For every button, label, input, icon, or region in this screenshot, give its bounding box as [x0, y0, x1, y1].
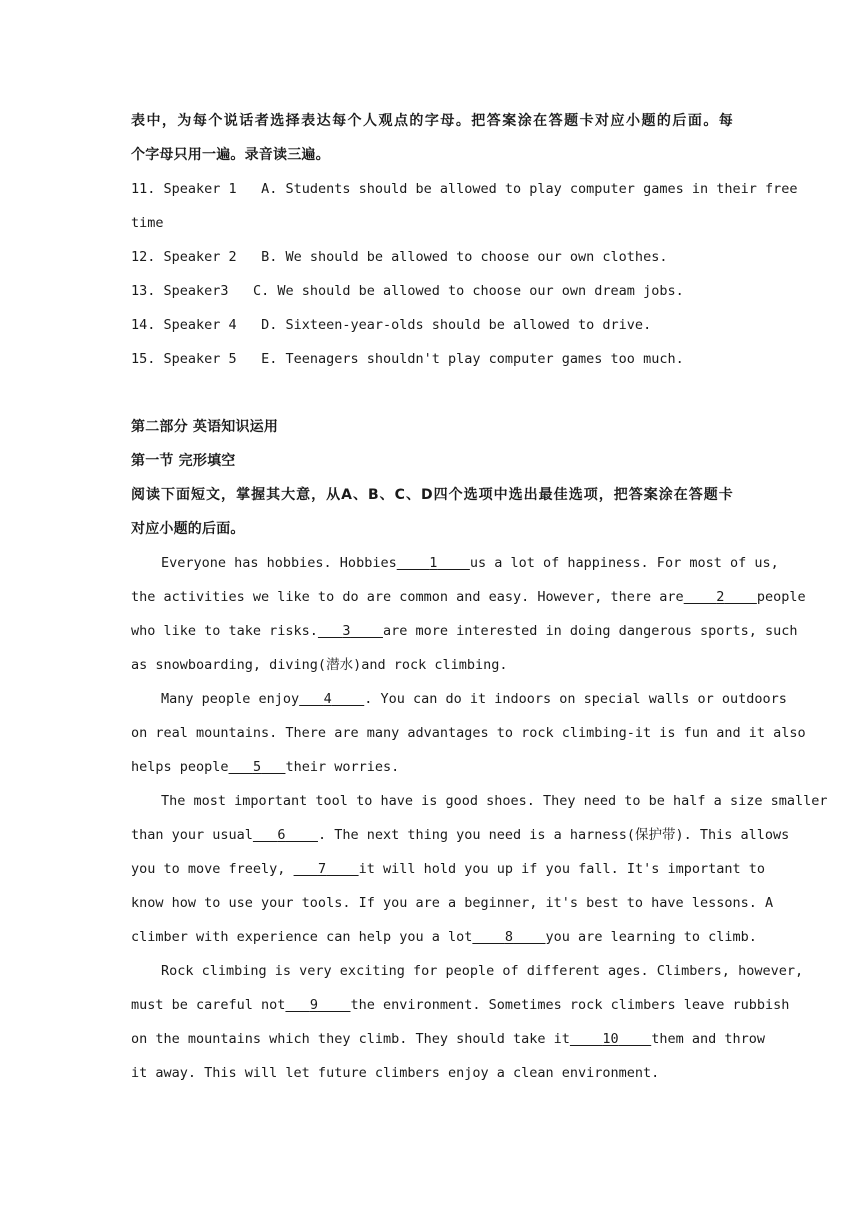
- speaker-item-14: [131, 308, 733, 342]
- speaker-item-12: [131, 240, 733, 274]
- passage-p2-line-3: helps people 5 their worries.: [131, 750, 733, 784]
- speaker-item-11-continuation: time: [131, 215, 164, 231]
- speaker-label: 15. Speaker 5: [131, 351, 237, 367]
- speaker-item-13: [131, 274, 733, 308]
- speaker-label: 12. Speaker 2: [131, 249, 237, 265]
- speaker-option: B. We should be allowed to choose our own clothes.: [261, 249, 668, 265]
- speaker-item-11: [131, 172, 798, 206]
- instructions-line-2: 个字母只用一遍。录音读三遍。: [131, 147, 330, 163]
- blank-9: 9: [309, 997, 318, 1013]
- blank-5: 5: [252, 759, 262, 775]
- part-heading: 第二部分 英语知识运用: [131, 419, 279, 435]
- blank-10: 10: [602, 1031, 619, 1047]
- speaker-label: 11. Speaker 1: [131, 181, 237, 197]
- blank-2: 2: [716, 589, 725, 605]
- document-page: [131, 104, 828, 1090]
- passage-p4-line-1: Rock climbing is very exciting for people of different ages. Climbers, however,: [161, 963, 804, 979]
- blank-4: 4: [323, 691, 332, 707]
- speaker-option: E. Teenagers shouldn't play computer games too much.: [261, 351, 684, 367]
- blank-1: 1: [429, 555, 438, 571]
- speaker-label: 14. Speaker 4: [131, 317, 237, 333]
- passage-p3-line-5: climber with experience can help you a lot 8 you are learning to climb.: [131, 920, 733, 954]
- passage-p1-line-2: the activities we like to do are common and easy. However, there are 2 people: [131, 580, 733, 614]
- passage-p1-line-4: as snowboarding, diving(潜水)and rock climbing.: [131, 657, 508, 673]
- blank-7: 7: [317, 861, 327, 877]
- speaker-item-15: [131, 342, 733, 376]
- passage-p4-line-2: must be careful not 9 the environment. Sometimes rock climbers leave rubbish: [131, 988, 733, 1022]
- speaker-option: D. Sixteen-year-olds should be allowed to drive.: [261, 317, 652, 333]
- blank-3: 3: [342, 623, 351, 639]
- directions-line-1: 阅读下面短文，掌握其大意，从A、B、C、D四个选项中选出最佳选项，把答案涂在答题卡: [131, 487, 733, 503]
- blank-8: 8: [504, 929, 514, 945]
- passage-p3-line-2: than your usual 6 . The next thing you need is a harness(保护带). This allows: [131, 818, 733, 852]
- passage-p1-line-3: who like to take risks. 3 are more interested in doing dangerous sports, such: [131, 614, 733, 648]
- speaker-option: A. Students should be allowed to play computer games in their free: [261, 181, 798, 197]
- speaker-option: C. We should be allowed to choose our own dream jobs.: [252, 283, 684, 299]
- passage-p2-line-2: on real mountains. There are many advantages to rock climbing-it is fun and it also: [131, 725, 806, 741]
- passage-p2-line-1: Many people enjoy 4 . You can do it indoors on special walls or outdoors: [131, 682, 733, 716]
- passage-p3-line-3: you to move freely, 7 it will hold you up if you fall. It's important to: [131, 852, 733, 886]
- blank-6: 6: [277, 827, 286, 843]
- passage-p3-line-1: The most important tool to have is good shoes. They need to be half a size smaller: [161, 793, 828, 809]
- passage-p3-line-4: know how to use your tools. If you are a beginner, it's best to have lessons. A: [131, 895, 774, 911]
- subsection-heading: 第一节 完形填空: [131, 453, 236, 469]
- passage-p4-line-3: on the mountains which they climb. They should take it 10 them and throw: [131, 1022, 733, 1056]
- passage-p4-line-4: it away. This will let future climbers enjoy a clean environment.: [131, 1065, 660, 1081]
- directions-line-2: 对应小题的后面。: [131, 521, 245, 537]
- speaker-label: 13. Speaker3: [131, 283, 229, 299]
- instructions-line-1: 表中，为每个说话者选择表达每个人观点的字母。把答案涂在答题卡对应小题的后面。每: [131, 113, 733, 129]
- passage-p1-line-1: Everyone has hobbies. Hobbies 1 us a lot of happiness. For most of us,: [131, 546, 733, 580]
- spacer: [131, 376, 733, 410]
